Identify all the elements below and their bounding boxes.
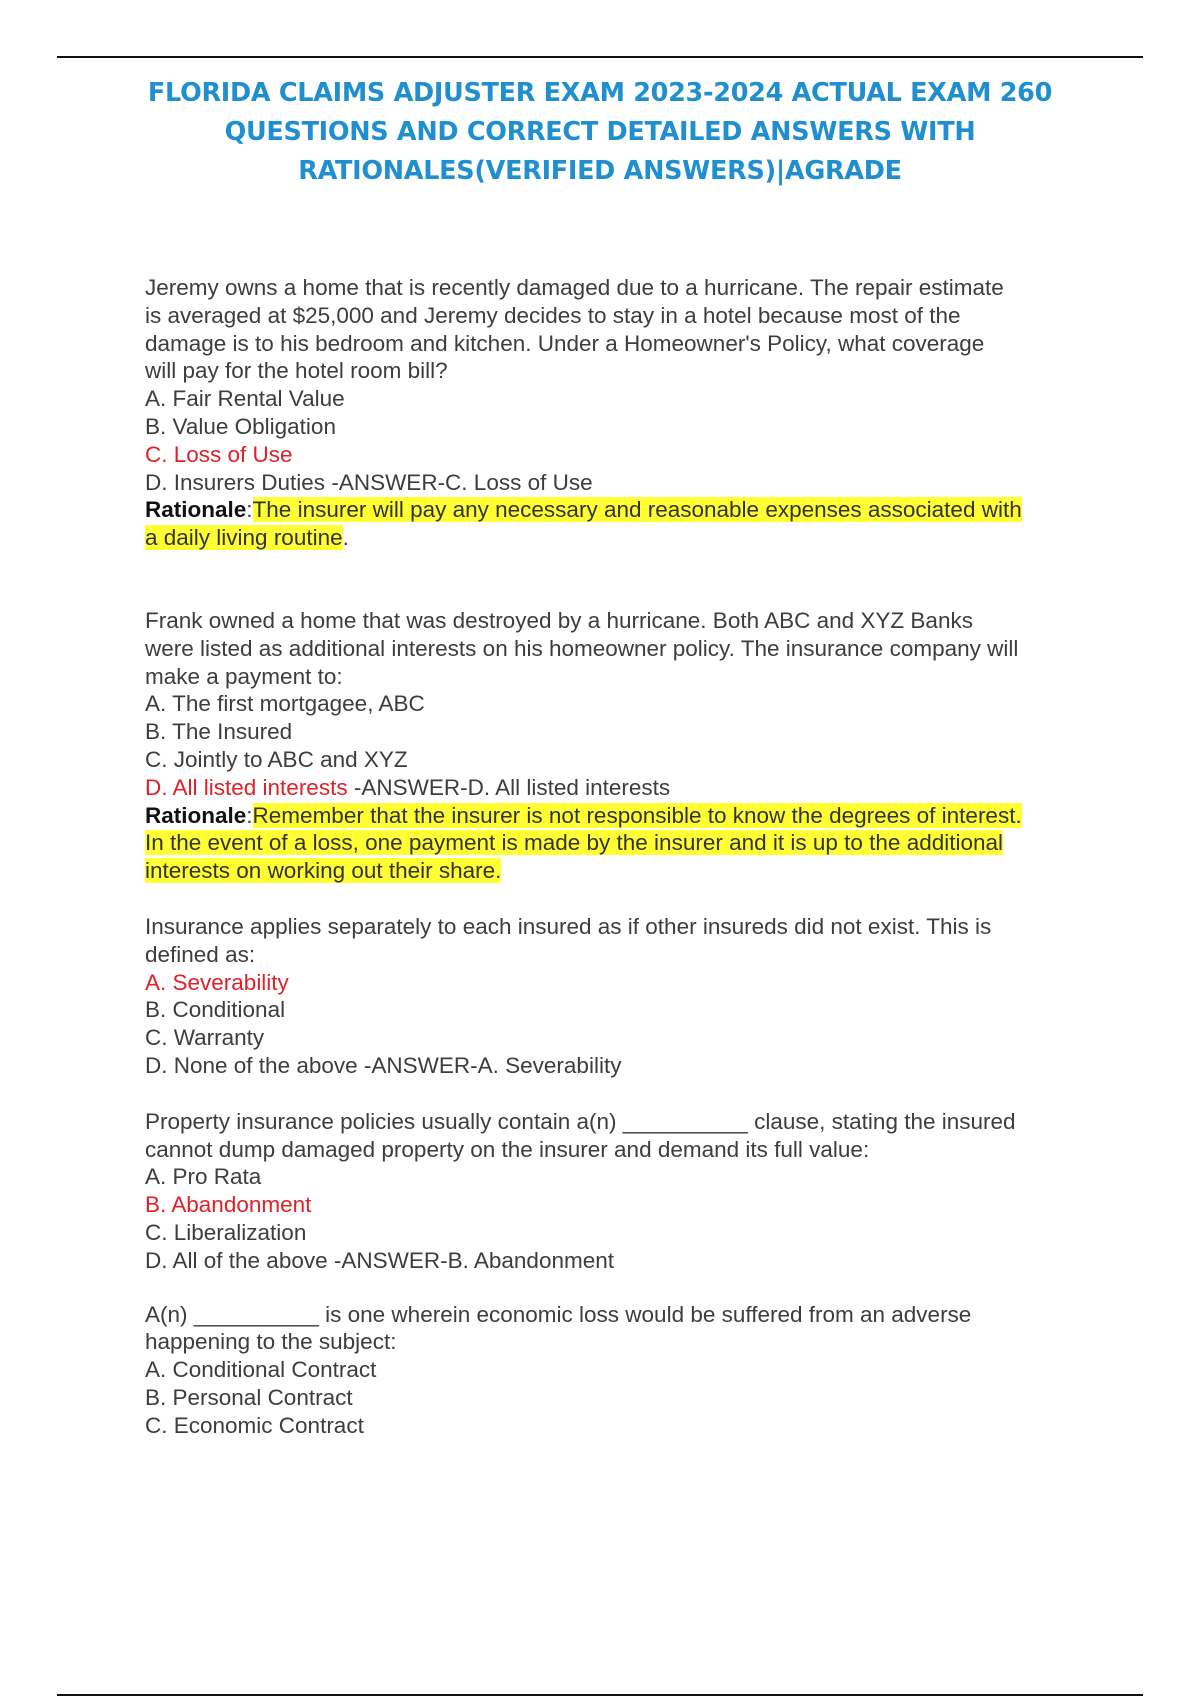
rationale-highlight: The insurer will pay any necessary and reasonable expenses associated with (252, 497, 1022, 523)
question-5-option-a: A. Conditional Contract (145, 1357, 377, 1383)
question-4-option-b-correct: B. Abandonment (145, 1192, 312, 1218)
header-rule (57, 56, 1143, 58)
question-3-stem-line: defined as: (145, 941, 256, 967)
rationale-highlight: interests on working out their share. (145, 858, 502, 884)
question-5-option-c: C. Economic Contract (145, 1412, 364, 1438)
question-5-stem-line: happening to the subject: (145, 1329, 397, 1355)
question-1-rationale: Rationale:The insurer will pay any necessary and reasonable expenses associated with (145, 497, 1022, 523)
question-2-option-d-line (145, 774, 1095, 802)
question-1-stem-line: is averaged at $25,000 and Jeremy decides to stay in a hotel because most of the (145, 302, 961, 328)
question-4-stem-line: Property insurance policies usually contain a(n) __________ clause, stating the insured (145, 1108, 1016, 1134)
question-1-stem-line: will pay for the hotel room bill? (145, 358, 448, 384)
question-3-option-a-correct: A. Severability (145, 969, 289, 995)
rationale-label: Rationale (145, 802, 247, 828)
question-2-option-d-correct: D. All listed interests (145, 774, 348, 800)
question-2 (145, 607, 1095, 885)
question-3-option-b: B. Conditional (145, 997, 286, 1023)
question-5-stem-line: A(n) __________ is one wherein economic loss would be suffered from an adverse (145, 1301, 972, 1327)
question-1-option-d-line (145, 469, 1095, 497)
question-1-stem-line: damage is to his bedroom and kitchen. Under a Homeowner's Policy, what coverage (145, 330, 985, 356)
footer-rule (57, 1694, 1143, 1696)
question-1-option-b: B. Value Obligation (145, 413, 336, 439)
title-line-2: QUESTIONS AND CORRECT DETAILED ANSWERS WITH (224, 117, 976, 147)
question-4-answer: -ANSWER-B. Abandonment (327, 1247, 614, 1273)
question-2-option-b: B. The Insured (145, 719, 293, 745)
question-4-option-d-line (145, 1247, 1095, 1275)
question-2-stem-line: make a payment to: (145, 663, 343, 689)
rationale-highlight: In the event of a loss, one payment is made by the insurer and it is up to the additional (145, 830, 1004, 856)
question-2-rationale-cont (145, 829, 1095, 857)
rationale-end: . (342, 525, 349, 551)
question-1 (145, 274, 1095, 552)
question-3-stem-line: Insurance applies separately to each insured as if other insureds did not exist. This is (145, 913, 992, 939)
rationale-highlight: a daily living routine (145, 525, 343, 551)
title-line-1: FLORIDA CLAIMS ADJUSTER EXAM 2023-2024 ACTUAL EXAM 260 (147, 78, 1053, 108)
rationale-highlight: Remember that the insurer is not responsible to know the degrees of interest. (252, 802, 1022, 828)
question-4-stem-line: cannot dump damaged property on the insurer and demand its full value: (145, 1136, 870, 1162)
question-5 (145, 1301, 1095, 1440)
question-4 (145, 1108, 1095, 1275)
question-5-option-b: B. Personal Contract (145, 1384, 353, 1410)
question-4-option-a: A. Pro Rata (145, 1164, 262, 1190)
question-3-option-c: C. Warranty (145, 1025, 265, 1051)
question-2-option-a: A. The first mortgagee, ABC (145, 691, 425, 717)
question-1-option-d: D. Insurers Duties (145, 469, 326, 495)
question-2-rationale-cont (145, 857, 1095, 885)
question-2-stem-line: were listed as additional interests on his homeowner policy. The insurance company will (145, 635, 1019, 661)
question-2-option-c: C. Jointly to ABC and XYZ (145, 746, 408, 772)
question-3-option-d-line (145, 1052, 1095, 1080)
question-1-option-c-correct: C. Loss of Use (145, 441, 293, 467)
question-1-rationale-cont (145, 524, 1095, 552)
question-3-answer: -ANSWER-A. Severability (357, 1052, 622, 1078)
question-1-stem-line: Jeremy owns a home that is recently damaged due to a hurricane. The repair estimate (145, 275, 1004, 300)
question-3 (145, 913, 1095, 1080)
question-4-option-c: C. Liberalization (145, 1219, 307, 1245)
question-4-option-d: D. All of the above (145, 1247, 328, 1273)
question-2-rationale: Rationale:Remember that the insurer is not responsible to know the degrees of interest. (145, 802, 1022, 828)
title-line-3: RATIONALES(VERIFIED ANSWERS)|AGRADE (298, 156, 902, 186)
question-2-stem-line: Frank owned a home that was destroyed by a hurricane. Both ABC and XYZ Banks (145, 607, 973, 633)
question-3-option-d: D. None of the above (145, 1052, 358, 1078)
question-2-answer: -ANSWER-D. All listed interests (347, 774, 671, 800)
question-1-answer: -ANSWER-C. Loss of Use (325, 469, 593, 495)
document-title (100, 74, 1100, 191)
question-1-option-a: A. Fair Rental Value (145, 386, 345, 412)
document-body (145, 274, 1095, 1439)
rationale-label: Rationale (145, 497, 247, 523)
